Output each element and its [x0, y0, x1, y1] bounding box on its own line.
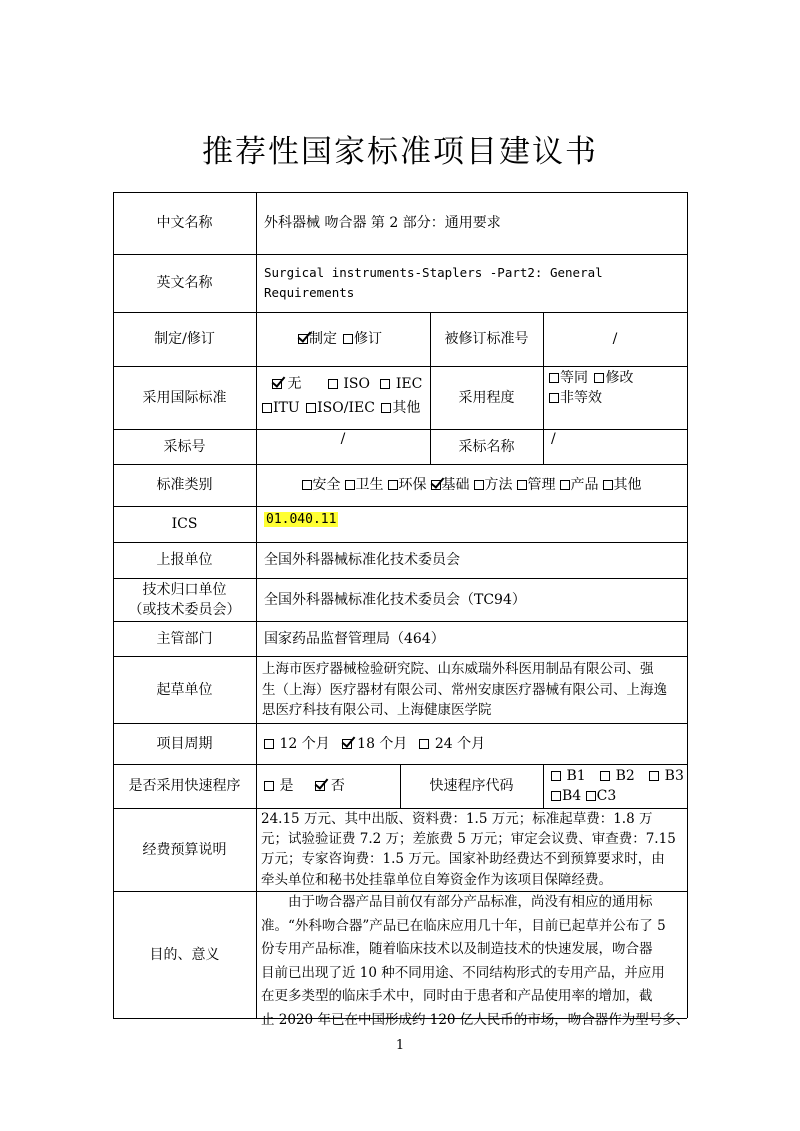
- budget-value: 24.15 万元、其中出版、资料费：1.5 万元；标准起草费：1.8 万 元；试验验证费 7.2 万；差旅费 5 万元；审定会议费、审查费：7.15 万元；专家咨询费：1.5 万元。国家补助经费达不到预算要求时，由 牵头单位和秘书处挂靠单位自筹资金作为该项目保障经费。: [261, 811, 676, 888]
- degree-option-modified[interactable]: 修改: [594, 370, 633, 386]
- code-option-b4[interactable]: B4: [551, 788, 581, 804]
- intl-option-itu[interactable]: ITU: [262, 400, 300, 416]
- category-option-hygiene[interactable]: 卫生: [345, 475, 384, 495]
- revise-label: 制定/修订: [154, 331, 215, 347]
- checkbox-icon[interactable]: [419, 739, 429, 749]
- revise-options: [256, 312, 430, 366]
- category-label: 标准类别: [156, 477, 213, 493]
- checkbox-icon[interactable]: [264, 739, 274, 749]
- checkbox-icon[interactable]: [474, 480, 484, 490]
- checkbox-checked-icon[interactable]: [342, 739, 352, 749]
- category-option-environment[interactable]: 环保: [388, 475, 427, 495]
- checkbox-icon[interactable]: [388, 480, 398, 490]
- en-name-value: Surgical instruments-Staplers -Part2: General Requirements: [264, 265, 603, 300]
- checkbox-icon[interactable]: [381, 403, 391, 413]
- checkbox-icon[interactable]: [549, 393, 559, 403]
- category-option-safety[interactable]: 安全: [302, 475, 341, 495]
- checkbox-checked-icon[interactable]: [315, 781, 325, 791]
- purpose-value: 由于吻合器产品目前仅有部分产品标准，尚没有相应的通用标 准。“外科吻合器”产品已在临床应用几十年，目前已起草并公布了 5 份专用产品标准，随着临床技术以及制造技术的快速发展，吻合器 目前已出现了近 10 种不同用途、不同结构形式的专用产品，并应用 在更多类型的临床手术中，同时由于患者和产品使用率的增加，截 止 2020 年已在中国形成约 120 亿人民币的市场，吻合器作为型号多、: [261, 894, 690, 1028]
- revised-std-no-value: /: [612, 331, 618, 347]
- code-option-b2[interactable]: B2: [600, 768, 635, 784]
- checkbox-icon[interactable]: [649, 771, 659, 781]
- page-number: 1: [395, 1038, 405, 1053]
- checkbox-checked-icon[interactable]: [298, 334, 308, 344]
- intl-std-options: [256, 366, 430, 429]
- code-option-b3[interactable]: B3: [649, 768, 684, 784]
- category-option-product[interactable]: 产品: [560, 475, 599, 495]
- dept-label: 主管部门: [156, 630, 213, 647]
- fast-code-label: 快速程序代码: [429, 778, 514, 794]
- adopt-degree-label: 采用程度: [458, 389, 515, 406]
- fast-code-options: [543, 764, 687, 808]
- draft-unit-label: 起草单位: [156, 681, 213, 698]
- en-name-label: 英文名称: [156, 275, 213, 291]
- period-option-18[interactable]: 18 个月: [342, 734, 408, 754]
- category-option-other[interactable]: 其他: [603, 475, 642, 495]
- checkbox-icon[interactable]: [345, 480, 355, 490]
- code-option-c3[interactable]: C3: [586, 788, 617, 804]
- period-label: 项目周期: [156, 735, 213, 752]
- dept-value: 国家药品监督管理局（464）: [264, 630, 445, 647]
- checkbox-icon[interactable]: [600, 771, 610, 781]
- category-option-method[interactable]: 方法: [474, 475, 513, 495]
- period-options: [256, 723, 687, 764]
- draft-unit-value: 上海市医疗器械检验研究院、山东威瑞外科医用制品有限公司、强 生（上海）医疗器材有限公司、常州安康医疗器械有限公司、上海逸 思医疗科技有限公司、上海健康医学院: [262, 661, 667, 718]
- checkbox-icon[interactable]: [551, 791, 561, 801]
- category-option-basic[interactable]: 基础: [431, 475, 470, 495]
- adopt-name-value: /: [551, 431, 556, 447]
- revised-std-no-label: 被修订标准号: [444, 331, 529, 347]
- ics-label: ICS: [171, 516, 198, 532]
- checkbox-checked-icon[interactable]: [431, 480, 441, 490]
- adopt-no-label: 采标号: [163, 438, 206, 455]
- intl-option-iso-iec[interactable]: ISO/IEC: [306, 400, 375, 416]
- page-title: 推荐性国家标准项目建议书: [202, 134, 598, 170]
- degree-option-identical[interactable]: 等同: [549, 370, 588, 386]
- period-option-24[interactable]: 24 个月: [419, 734, 485, 754]
- fast-option-yes[interactable]: 是: [264, 776, 293, 796]
- intl-option-iso[interactable]: ISO: [328, 376, 370, 392]
- intl-std-label: 采用国际标准: [142, 389, 227, 406]
- checkbox-icon[interactable]: [343, 334, 353, 344]
- fast-track-label: 是否采用快速程序: [128, 778, 241, 794]
- cn-name-label: 中文名称: [156, 215, 213, 231]
- budget-label: 经费预算说明: [142, 841, 227, 858]
- checkbox-icon[interactable]: [380, 379, 390, 389]
- category-options: [256, 464, 687, 506]
- checkbox-icon[interactable]: [302, 480, 312, 490]
- checkbox-icon[interactable]: [328, 379, 338, 389]
- intl-option-other[interactable]: 其他: [381, 400, 420, 416]
- checkbox-icon[interactable]: [594, 373, 604, 383]
- checkbox-icon[interactable]: [264, 781, 274, 791]
- ics-value: 01.040.11: [266, 512, 337, 527]
- purpose-label: 目的、意义: [149, 946, 220, 963]
- intl-option-none[interactable]: 无: [272, 376, 301, 392]
- revise-option-revise[interactable]: 修订: [343, 329, 382, 349]
- code-option-b1[interactable]: B1: [551, 768, 586, 784]
- checkbox-icon[interactable]: [551, 771, 561, 781]
- adopt-no-value: /: [340, 431, 346, 447]
- adopt-name-label: 采标名称: [458, 438, 515, 455]
- checkbox-icon[interactable]: [517, 480, 527, 490]
- adopt-degree-options: [543, 366, 687, 429]
- fast-track-options: [256, 764, 400, 808]
- revise-option-establish[interactable]: 制定: [298, 329, 337, 349]
- checkbox-icon[interactable]: [560, 480, 570, 490]
- checkbox-icon[interactable]: [603, 480, 613, 490]
- report-unit-label: 上报单位: [156, 552, 213, 568]
- checkbox-icon[interactable]: [262, 403, 272, 413]
- report-unit-value: 全国外科器械标准化技术委员会: [264, 552, 460, 568]
- ics-value-cell: [256, 506, 687, 542]
- tech-unit-label: 技术归口单位 （或技术委员会）: [128, 581, 241, 618]
- category-option-management[interactable]: 管理: [517, 475, 556, 495]
- degree-option-nonequivalent[interactable]: 非等效: [549, 390, 602, 406]
- cn-name-value: 外科器械 吻合器 第 2 部分：通用要求: [264, 215, 501, 231]
- checkbox-icon[interactable]: [306, 403, 316, 413]
- fast-option-no[interactable]: 否: [315, 776, 344, 796]
- tech-unit-value: 全国外科器械标准化技术委员会（TC94）: [264, 591, 526, 608]
- period-option-12[interactable]: 12 个月: [264, 734, 330, 754]
- intl-option-iec[interactable]: IEC: [380, 376, 422, 392]
- checkbox-checked-icon[interactable]: [272, 379, 282, 389]
- checkbox-icon[interactable]: [586, 791, 596, 801]
- checkbox-icon[interactable]: [549, 373, 559, 383]
